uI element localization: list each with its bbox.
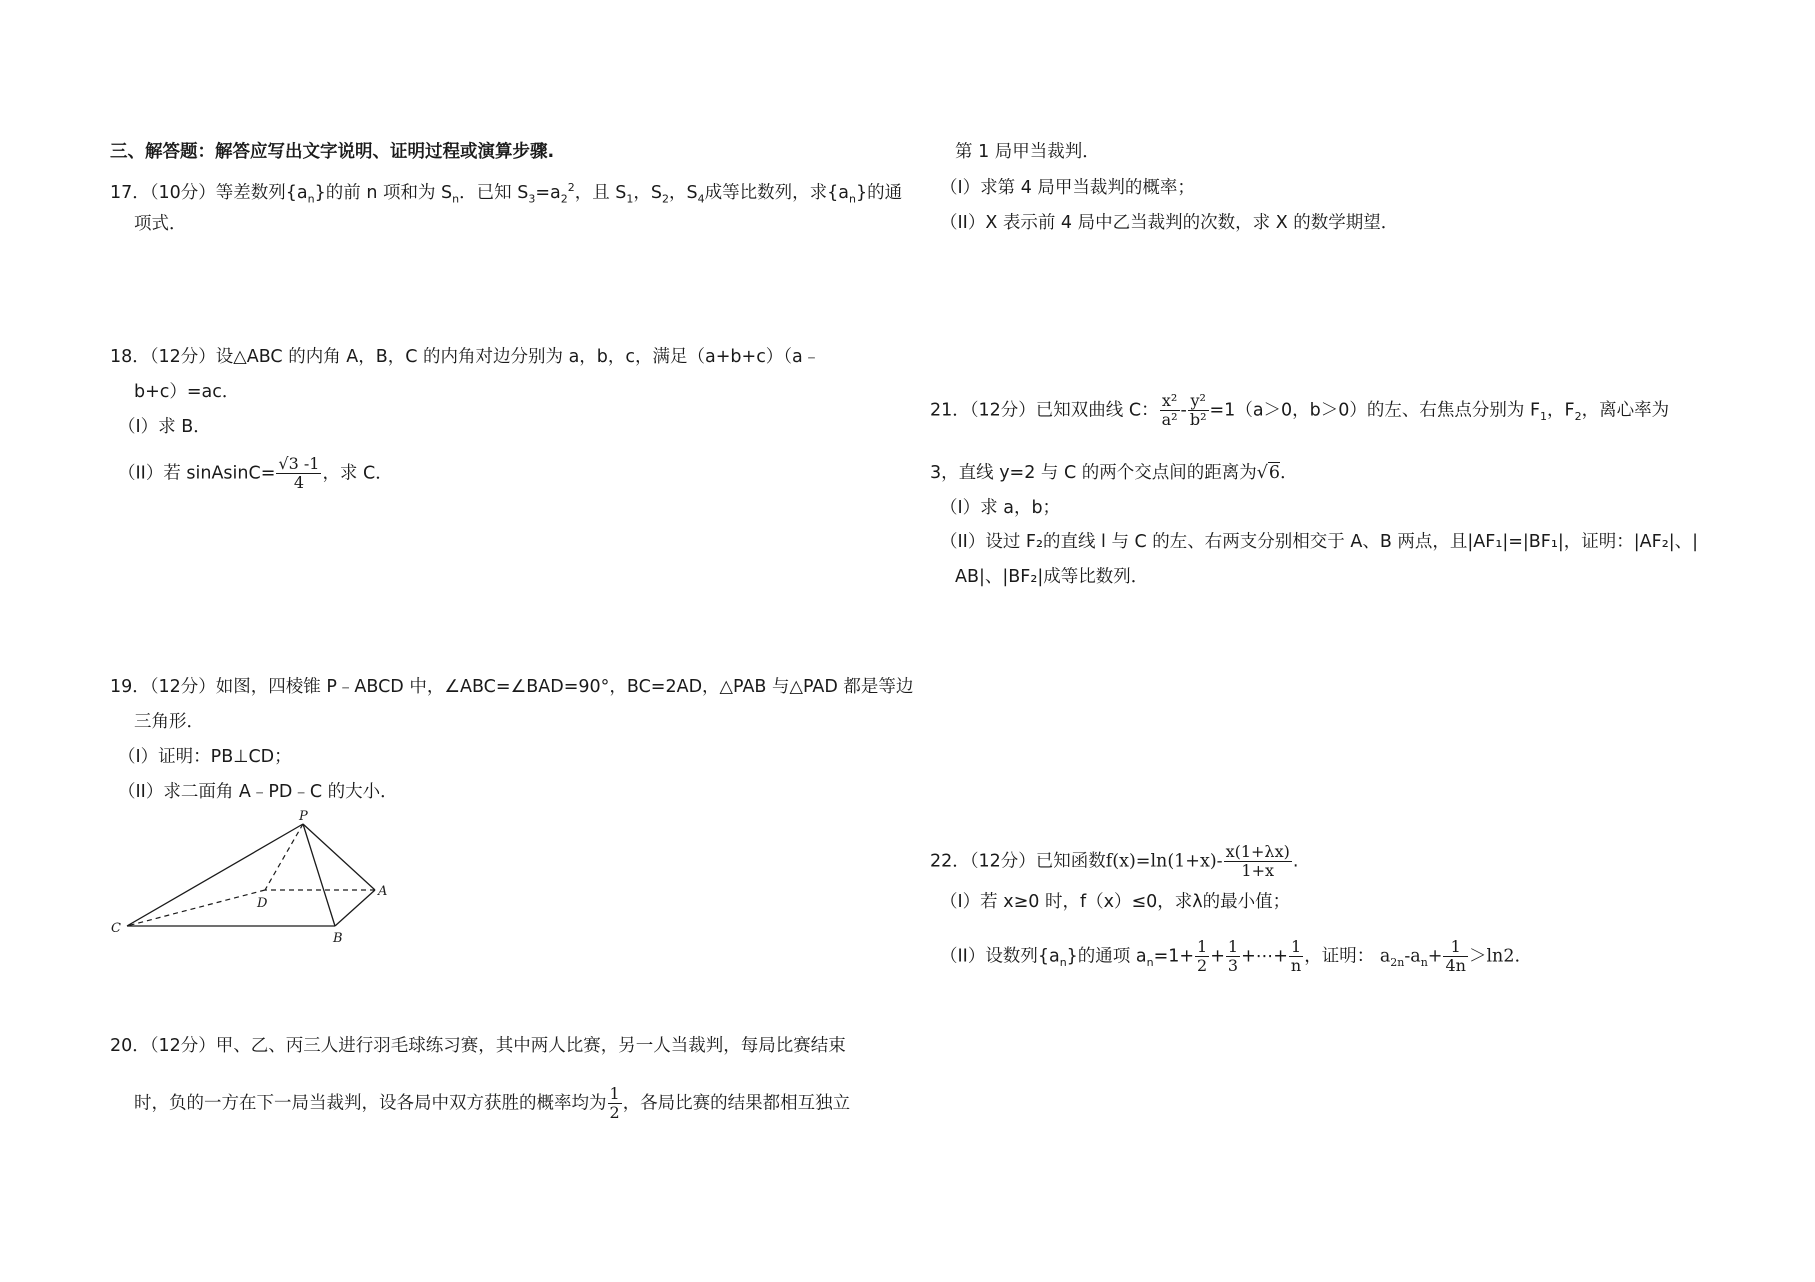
q21-fraction-y: $\frac{\text{y²}}{\text{b²}}$ — [1189, 391, 1207, 429]
q21-fraction-x: $\frac{\text{x²}}{\text{a²}}$ — [1161, 391, 1178, 429]
q21-line1: 21．（12分）已知双曲线 C： $\frac{\text{x²}}{\text{a²}}$ - $\frac{\text{y²}}{\text{b²}}$ =1（a＞0，b＞0）的左、右焦点分别为 $F_1$，$F_2$，离心率为 — [930, 391, 1670, 429]
q18-part1: （I）求 B． — [118, 417, 211, 437]
q18-part2: （II）若 sinAsinC= $\frac{√3 -1}{4}$ ，求 C． — [118, 454, 393, 492]
q21-part1: （I）求 a，b； — [940, 498, 1061, 518]
label-D: D — [257, 896, 268, 911]
label-C: C — [111, 921, 121, 936]
section-heading: 三、解答题：解答应写出文字说明、证明过程或演算步骤. — [110, 142, 555, 162]
edge-DC — [127, 890, 265, 926]
q19-part2: （II）求二面角 A﹣PD﹣C 的大小． — [118, 782, 398, 802]
q20-part1: （I）求第 4 局甲当裁判的概率； — [940, 178, 1195, 198]
q20-line2: 时，负的一方在下一局当裁判，设各局中双方获胜的概率均为 $\frac{1}{2}$ ，各局比赛的结果都相互独立 — [134, 1084, 851, 1122]
q17-line2: 项式． — [134, 214, 187, 234]
edge-PC — [127, 824, 303, 926]
q18-line1: 18．（12分）设△ABC 的内角 A，B，C 的内角对边分别为 a，b，c，满足（a+b+c）（a﹣ — [110, 347, 821, 367]
label-P: P — [299, 809, 308, 824]
q20-line1: 20．（12分）甲、乙、丙三人进行羽毛球练习赛，其中两人比赛，另一人当裁判，每局比赛结束 — [110, 1036, 846, 1056]
label-B: B — [333, 931, 343, 946]
q18-fraction: $\frac{√3 -1}{4}$ — [278, 454, 320, 492]
edge-PD — [265, 824, 303, 890]
q21-line2: 3，直线 y=2 与 C 的两个交点间的距离为√6． — [930, 463, 1298, 483]
q19-line1: 19．（12分）如图，四棱锥 P﹣ABCD 中，∠ABC=∠BAD=90°，BC=2AD，△PAB 与△PAD 都是等边 — [110, 677, 914, 697]
q22-part1: （I）若 x≥0 时，f（x）≤0，求λ的最小值； — [940, 892, 1291, 912]
q21-part2: （II）设过 F₂的直线 l 与 C 的左、右两支分别相交于 A、B 两点，且|AF₁|=|BF₁|，证明：|AF₂|、| — [940, 532, 1699, 552]
q22-line1: 22．（12分）已知函数f(x)=ln(1+x)- $\frac{x(1+\lambda x)}{1+x}$ . — [930, 842, 1299, 880]
q22-fraction: $\frac{x(1+\lambda x)}{1+x}$ — [1225, 842, 1290, 880]
q18-line2: b+c）=ac． — [134, 382, 240, 402]
label-A: A — [378, 884, 388, 899]
q20-continuation: 第 1 局甲当裁判． — [955, 142, 1100, 162]
q22-part2: （II）设数列$\{a_n\}$的通项 $a_n=1+$ $\frac{1}{2}$ + $\frac{1}{3}$ +⋯+ $\frac{1}{n}$ ，证明： $a_{2n}-a_n+$ $\frac{1}{4n}$ ＞ln2. — [940, 937, 1521, 975]
q20-fraction: $\frac{1}{2}$ — [609, 1084, 620, 1122]
q19-line2: 三角形． — [134, 712, 204, 732]
q19-part1: （I）证明：PB⊥CD； — [118, 747, 292, 767]
q17-line1: 17．（10分）等差数列$\{a_n\}$的前 n 项和为 $S_n$．已知 $S_3=a_2^2$，且 $S_1$，$S_2$，$S_4$成等比数列，求$\{a_n\}$的通 — [110, 181, 903, 206]
pyramid-figure — [105, 808, 395, 950]
q21-part2-cont: AB|、|BF₂|成等比数列． — [955, 567, 1149, 587]
q20-part2: （II）X 表示前 4 局中乙当裁判的次数，求 X 的数学期望． — [940, 213, 1399, 233]
edge-BA — [335, 890, 375, 926]
